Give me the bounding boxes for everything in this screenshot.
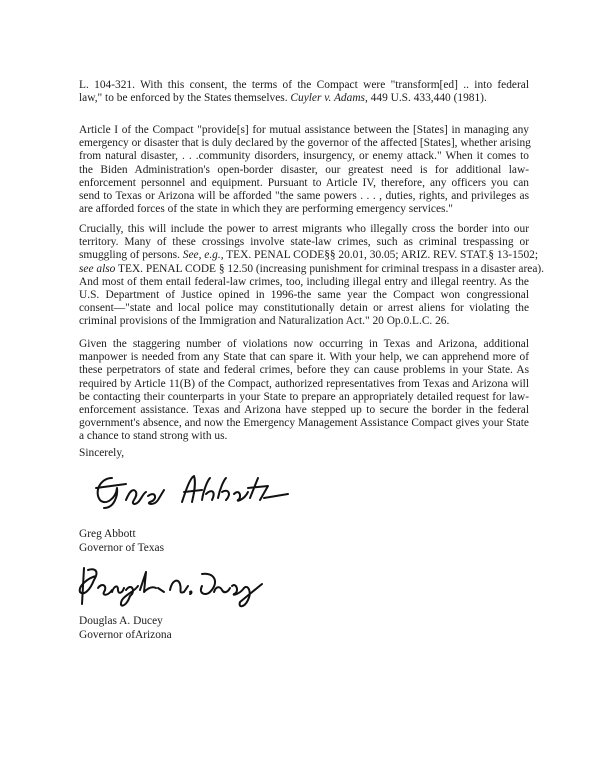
text-line: government's absence, and now the Emergency Management Assistance Compact gives your State <box>79 417 529 430</box>
text-line: the Biden Administration's open-border disaster, our greatest need is for additional law- <box>79 163 529 176</box>
paragraph-request-assistance <box>79 338 529 444</box>
text-line: consent—"state and local police may constitutionally detain or arrest aliens for violating the <box>79 302 529 315</box>
text-line <box>79 262 545 276</box>
paragraph-compact-consent <box>79 79 529 105</box>
text-segment: L. 104-321. With this consent, the terms of the Compact were "transform[ed] .. into federal <box>79 79 529 91</box>
italic-citation: see also <box>79 262 116 275</box>
text-line: And most of them entail federal-law crimes, too, including illegal entry and illegal reentry. As the <box>79 275 529 288</box>
greg-abbott-signature <box>90 470 290 510</box>
text-line: Crucially, this will include the power to arrest migrants who illegally cross the border into our <box>79 223 529 235</box>
text-segment: law," to be enforced by the States themselves. <box>79 92 291 105</box>
text-segment: smuggling of persons. <box>79 249 183 262</box>
text-line: enforcement assistance. Texas and Arizona have stepped up to secure the border in the federal <box>79 404 529 417</box>
text-line: are afforded forces of the state in which they are performing emergency services." <box>79 203 453 216</box>
text-line: Given the staggering number of violations now occurring in Texas and Arizona, additional <box>79 338 529 350</box>
paragraph-article-one <box>79 124 529 216</box>
paragraph-arrest-powers <box>79 223 545 329</box>
italic-citation: Cuyler v. Adams, <box>290 92 368 105</box>
text-line: territory. Many of these crossings involve state-law crimes, such as criminal trespassing or <box>79 236 529 249</box>
text-segment: 449 U.S. 433,440 (1981). <box>367 92 487 105</box>
text-line: enforcement personnel and equipment. Pursuant to Article IV, therefore, any officers you can <box>79 176 529 189</box>
text-line <box>79 249 539 262</box>
text-line: emergency or disaster that is duly declared by the governor of the affected [States], whether arising <box>79 137 531 150</box>
closing-salutation: Sincerely, <box>79 447 125 459</box>
italic-citation: See, e.g., <box>182 249 224 262</box>
douglas-ducey-signature <box>74 564 264 612</box>
text-line <box>79 92 529 105</box>
signatory-ducey-name: Douglas A. Ducey <box>79 615 163 627</box>
text-segment: TEX. PENAL CODE § 12.50 (increasing punishment for criminal trespass in a disaster area). <box>115 262 545 275</box>
text-line: U.S. Department of Justice opined in 1996-the same year the Compact won congressional <box>79 289 529 302</box>
signatory-abbott-name: Greg Abbott <box>79 528 136 540</box>
text-line: criminal provisions of the Immigration and Naturalization Act." 20 Op.0.L.C. 26. <box>79 315 450 328</box>
signatory-ducey-title: Governor ofArizona <box>79 629 172 641</box>
text-line: send to Texas or Arizona will be afforded "the same powers . . . , duties, rights, and privileges as <box>79 190 529 203</box>
text-line: required by Article 11(B) of the Compact, authorized representatives from Texas and Arizona will <box>79 377 529 390</box>
text-line: a chance to stand strong with us. <box>79 430 228 443</box>
signatory-abbott <box>79 527 164 555</box>
text-segment: TEX. PENAL CODE§§ 20.01, 30.05; ARIZ. REV. STAT.§ 13-1502; <box>223 249 539 262</box>
text-line: manpower is needed from any State that can spare it. With your help, we can apprehend more of <box>79 351 529 364</box>
text-line: these perpetrators of state and federal crimes, before they can cause problems in your State. As <box>79 364 529 377</box>
text-line: from natural disaster, . . .community disorders, insurgency, or enemy attack." When it comes to <box>79 150 529 163</box>
text-line <box>79 79 529 92</box>
text-line: Article I of the Compact "provide[s] for mutual assistance between the [States] in managing any <box>79 124 529 136</box>
text-line: be contacting their counterparts in your State to prepare an appropriately detailed request for law- <box>79 390 529 403</box>
signatory-abbott-title: Governor of Texas <box>79 542 165 554</box>
signatory-ducey <box>79 614 172 642</box>
